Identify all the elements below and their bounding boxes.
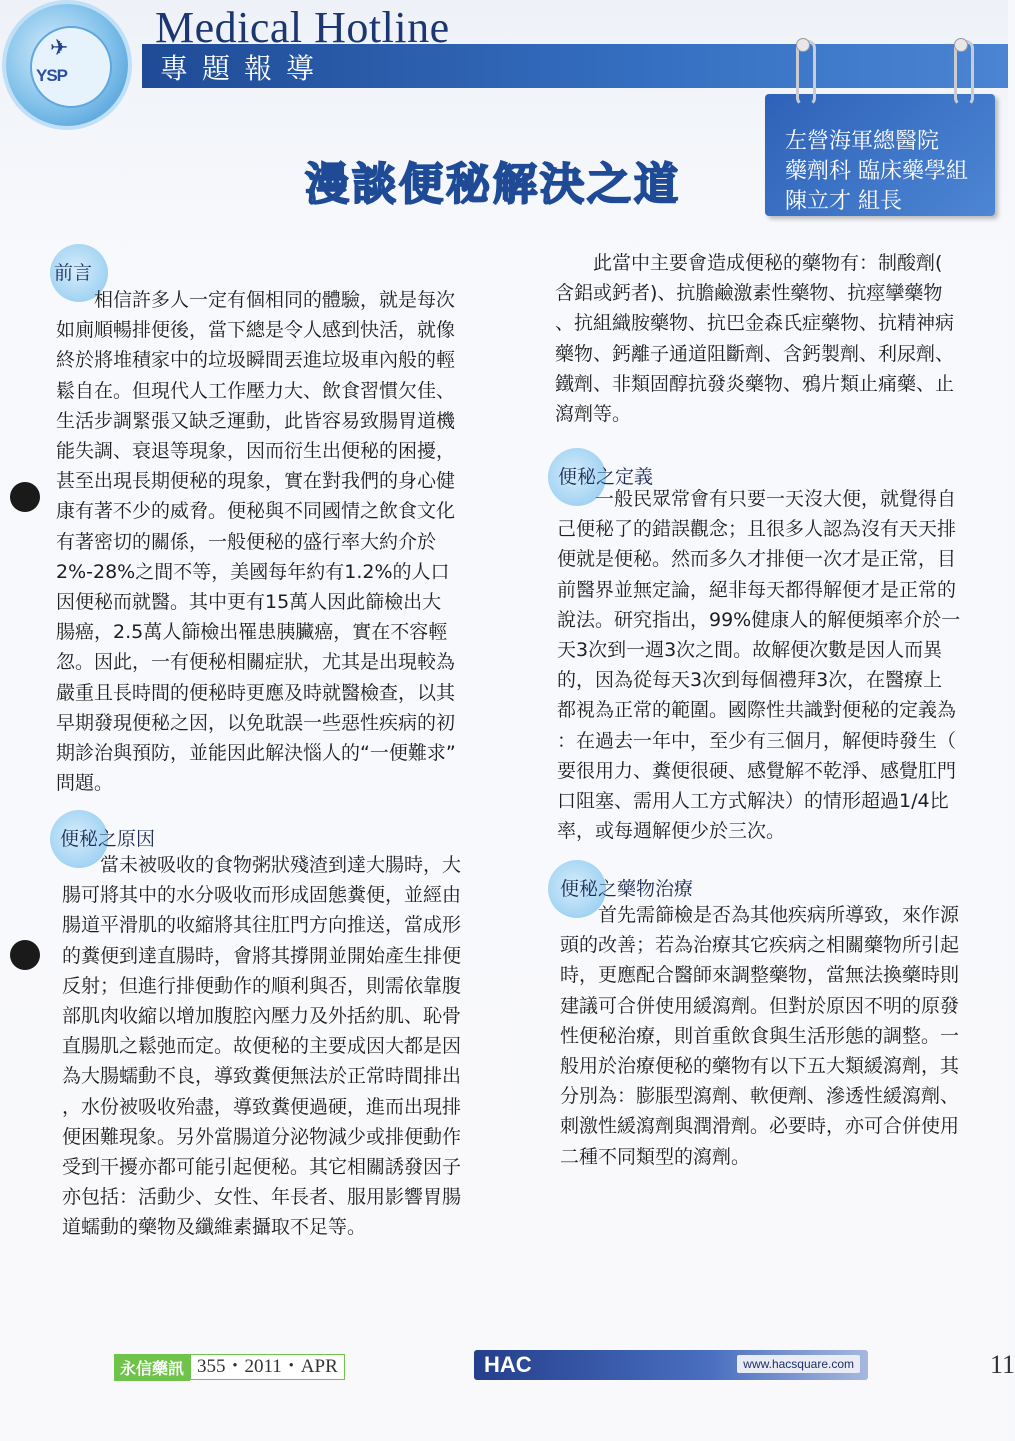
text-line: 腸可將其中的水分吸收而形成固態糞便，並經由 — [62, 884, 462, 907]
article-title: 漫談便秘解決之道 — [305, 159, 681, 210]
header-title: Medical Hotline — [155, 3, 450, 52]
text-line: 藥物、鈣離子通道阻斷劑、含鈣製劑、利尿劑、 — [555, 342, 955, 365]
text-line: 的，因為從每天3次到每個禮拜3次，在醫療上 — [557, 669, 943, 692]
text-line: 前醫界並無定論，絕非每天都得解便才是正常的 — [557, 578, 957, 601]
magazine-name: 永信藥訊 — [114, 1354, 190, 1381]
text-line: 因便秘而就醫。其中更有15萬人因此篩檢出大 — [56, 591, 442, 614]
author-department: 藥劑科 臨床藥學組 — [785, 159, 968, 184]
text-line: 生活步調緊張又缺乏運動，此皆容易致腸胃道機 — [56, 409, 456, 432]
text-line: 腸道平滑肌的收縮將其往肛門方向推送，當成形 — [62, 914, 462, 937]
text-line: 有著密切的關係，一般便秘的盛行率大約介於 — [56, 530, 437, 553]
text-line: 亦包括：活動少、女性、年長者、服用影響胃腸 — [62, 1186, 462, 1209]
text-line: 問題。 — [56, 772, 114, 795]
text-line: 腸癌，2.5萬人篩檢出罹患胰臟癌，實在不容輕 — [56, 621, 448, 644]
text-line: 早期發現便秘之因，以免耽誤一些惡性疾病的初 — [56, 711, 456, 734]
intro-paragraph — [56, 285, 488, 798]
text-line: 期診治與預防，並能因此解決惱人的“一便難求” — [56, 742, 456, 765]
author-hospital: 左營海軍總醫院 — [785, 129, 940, 154]
section-label: 便秘之定義 — [558, 466, 654, 488]
binder-ring-dot-icon — [796, 38, 810, 52]
text-line: 要很用力、糞便很硬、感覺解不乾淨、感覺肛門 — [557, 759, 957, 782]
logo-text: YSP — [36, 66, 68, 85]
hac-logo: HAC — [484, 1352, 532, 1377]
issue-label: 355・2011・APR — [190, 1354, 345, 1380]
text-line: 忽。因此，一有便秘相關症狀，尤其是出現較為 — [56, 651, 456, 674]
text-line: 直腸肌之鬆弛而定。故便秘的主要成因大都是因 — [62, 1035, 462, 1058]
text-line: 一般民眾常會有只要一天沒大便，就覺得自 — [595, 488, 957, 510]
cause-paragraph — [62, 850, 492, 1243]
page-number: 11 — [990, 1350, 1015, 1379]
bird-icon: ✈ — [50, 36, 69, 61]
text-line: 相信許多人一定有個相同的體驗，就是每次 — [94, 289, 456, 311]
definition-paragraph — [557, 484, 987, 846]
text-line: 甚至出現長期便秘的現象，實在對我們的身心健 — [56, 470, 456, 493]
text-line: 便困難現象。另外當腸道分泌物減少或排便動作 — [62, 1125, 462, 1148]
drugs-paragraph — [555, 248, 985, 429]
text-line: 性便秘治療，則首重飲食與生活形態的調整。一 — [560, 1024, 960, 1047]
author-name: 陳立才 組長 — [785, 189, 902, 214]
text-line: 說法。研究指出，99%健康人的解便頻率介於一 — [557, 608, 961, 631]
text-line: 2%-28%之間不等，美國每年約有1.2%的人口 — [56, 560, 450, 583]
text-line: 便就是便秘。然而多久才排便一次才是正常，目 — [557, 548, 957, 571]
text-line: 能失調、衰退等現象，因而衍生出便秘的困擾， — [56, 440, 456, 463]
ysp-logo — [6, 4, 128, 126]
footer-issue-info — [114, 1354, 345, 1380]
text-line: 為大腸蠕動不良，導致糞便無法於正常時間排出 — [62, 1065, 462, 1088]
footer-ad-banner — [474, 1350, 868, 1380]
text-line: 的糞便到達直腸時，會將其撐開並開始產生排便 — [62, 944, 462, 967]
ad-url: www.hacsquare.com — [737, 1355, 860, 1373]
text-line: 如廁順暢排便後，當下總是令人感到快活，就像 — [56, 319, 456, 342]
text-line: 瀉劑等。 — [555, 403, 632, 426]
text-line: ，水份被吸收殆盡，導致糞便過硬，進而出現排 — [62, 1095, 462, 1118]
binder-hole — [10, 940, 40, 970]
text-line: 己便秘了的錯誤觀念；且很多人認為沒有天天排 — [557, 518, 957, 541]
section-label: 便秘之原因 — [60, 828, 156, 850]
text-line: 鬆自在。但現代人工作壓力大、飲食習慣欠佳、 — [56, 379, 456, 402]
header-subtitle: 專題報導 — [160, 52, 329, 85]
text-line: 道蠕動的藥物及纖維素攝取不足等。 — [62, 1216, 367, 1239]
section-label: 前言 — [54, 262, 93, 284]
text-line: 受到干擾亦都可能引起便秘。其它相關誘發因子 — [62, 1156, 462, 1179]
text-line: 、抗組織胺藥物、抗巴金森氏症藥物、抗精神病 — [555, 312, 955, 335]
text-line: 嚴重且長時間的便秘時更應及時就醫檢查，以其 — [56, 681, 456, 704]
text-line: 反射；但進行排便動作的順利與否，則需依靠腹 — [62, 974, 462, 997]
text-line: 口阻塞、需用人工方式解決）的情形超過1/4比 — [557, 790, 949, 813]
text-line: ：在過去一年中，至少有三個月，解便時發生（ — [557, 729, 957, 752]
text-line: 當未被吸收的食物粥狀殘渣到達大腸時，大 — [100, 854, 462, 876]
text-line: 首先需篩檢是否為其他疾病所導致，來作源 — [598, 904, 960, 926]
text-line: 建議可合併使用緩瀉劑。但對於原因不明的原發 — [560, 994, 960, 1017]
text-line: 部肌肉收縮以增加腹腔內壓力及外括約肌、恥骨 — [62, 1005, 462, 1028]
section-label: 便秘之藥物治療 — [560, 878, 694, 900]
text-line: 頭的改善；若為治療其它疾病之相關藥物所引起 — [560, 934, 960, 957]
text-line: 分別為：膨脹型瀉劑、軟便劑、滲透性緩瀉劑、 — [560, 1085, 960, 1108]
text-line: 時，更應配合醫師來調整藥物，當無法換藥時則 — [560, 964, 960, 987]
text-line: 刺激性緩瀉劑與潤滑劑。必要時，亦可合併使用 — [560, 1115, 960, 1138]
text-line: 都視為正常的範圍。國際性共識對便秘的定義為 — [557, 699, 957, 722]
binder-hole — [10, 482, 40, 512]
text-line: 天3次到一週3次之間。故解便次數是因人而異 — [557, 639, 943, 662]
treatment-paragraph — [560, 900, 990, 1172]
text-line: 含鋁或鈣者)、抗膽鹼激素性藥物、抗痙攣藥物 — [555, 282, 943, 305]
text-line: 鐵劑、非類固醇抗發炎藥物、鴉片類止痛藥、止 — [555, 372, 955, 395]
text-line: 終於將堆積家中的垃圾瞬間丟進垃圾車內般的輕 — [56, 349, 456, 372]
text-line: 率，或每週解便少於三次。 — [557, 820, 786, 843]
text-line: 康有著不少的威脅。便秘與不同國情之飲食文化 — [56, 500, 456, 523]
binder-ring-dot-icon — [954, 38, 968, 52]
text-line: 二種不同類型的瀉劑。 — [560, 1145, 751, 1168]
author-box — [765, 94, 995, 216]
text-line: 般用於治療便秘的藥物有以下五大類緩瀉劑，其 — [560, 1055, 960, 1078]
text-line: 此當中主要會造成便秘的藥物有：制酸劑( — [593, 252, 943, 274]
